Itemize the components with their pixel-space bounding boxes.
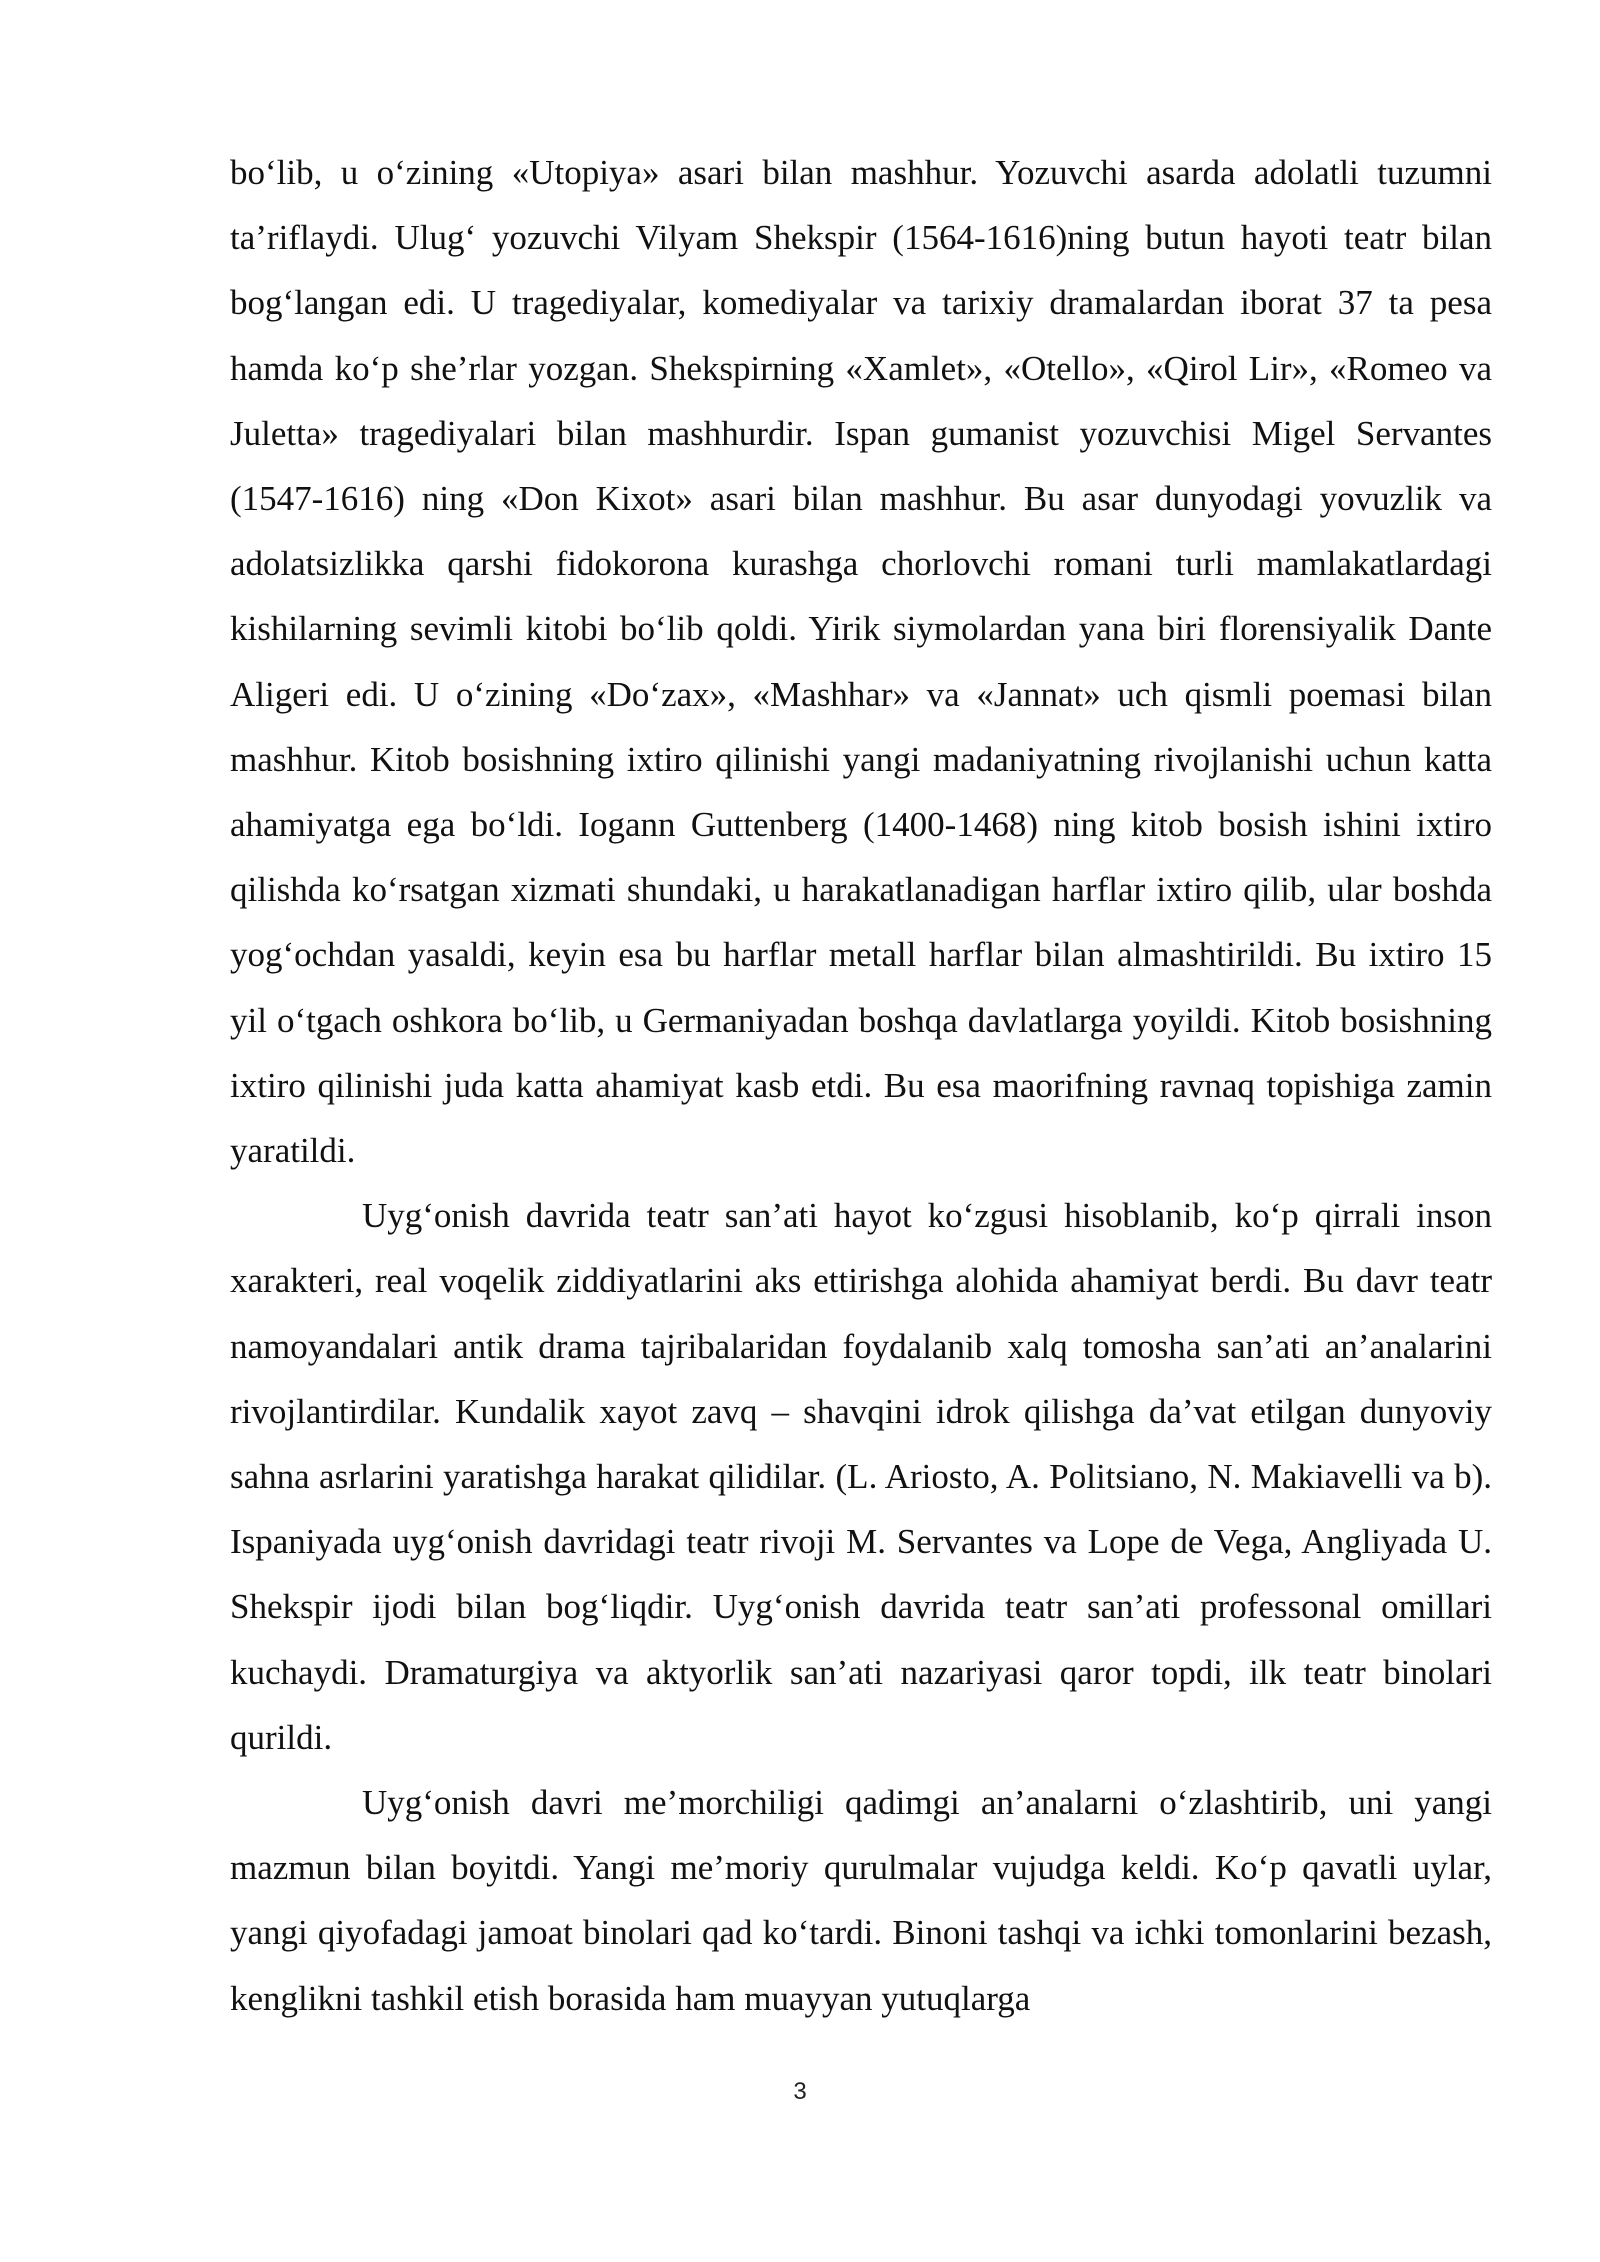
document-body xyxy=(230,140,1492,2031)
paragraph-3: Uyg‘onish davri me’morchiligi qadimgi an’analarni o‘zlashtirib, uni yangi mazmun bilan boyitdi. Yangi me’moriy qurulmalar vujudga keldi. Ko‘p qavatli uylar, yangi qiyofadagi jamoat binolari qad ko‘tardi. Binoni tashqi va ichki tomonlarini bezash, kenglikni tashkil etish borasida ham muayyan yutuqlarga xyxy=(230,1783,1492,2018)
page-number: 3 xyxy=(793,2078,807,2105)
paragraph-2: Uyg‘onish davrida teatr san’ati hayot ko‘zgusi hisoblanib, ko‘p qirrali inson xarakteri, real voqelik ziddiyatlarini aks ettirishga alohida ahamiyat berdi. Bu davr teatr namoyandalari antik drama tajribalaridan foydalanib xalq tomosha san’ati an’analarini rivojlantirdilar. Kundalik xayot zavq – shavqini idrok qilishga da’vat etilgan dunyoviy sahna asrlarini yaratishga harakat qilidilar. (L. Ariosto, A. Politsiano, N. Makiavelli va b). Ispaniyada uyg‘onish davridagi teatr rivoji M. Servantes va Lope de Vega, Angliyada U. Shekspir ijodi bilan bog‘liqdir. Uyg‘onish davrida teatr san’ati professonal omillari kuchaydi. Dramaturgiya va aktyorlik san’ati nazariyasi qaror topdi, ilk teatr binolari qurildi. xyxy=(230,1196,1492,1757)
paragraph-1: bo‘lib, u o‘zining «Utopiya» asari bilan mashhur. Yozuvchi asarda adolatli tuzumni ta’riflaydi. Ulug‘ yozuvchi Vilyam Shekspir (1564-1616)ning butun hayoti teatr bilan bog‘langan edi. U tragediyalar, komediyalar va tarixiy dramalardan iborat 37 ta pesa hamda ko‘p she’rlar yozgan. Shekspirning «Xamlet», «Otello», «Qirol Lir», «Romeo va Juletta» tragediyalari bilan mashhurdir. Ispan gumanist yozuvchisi Migel Servantes (1547-1616) ning «Don Kixot» asari bilan mashhur. Bu asar dunyodagi yovuzlik va adolatsizlikka qarshi fidokorona kurashga chorlovchi romani turli mamlakatlardagi kishilarning sevimli kitobi bo‘lib qoldi. Yirik siymolardan yana biri florensiyalik Dante Aligeri edi. U o‘zining «Do‘zax», «Mashhar» va «Jannat» uch qismli poemasi bilan mashhur. Kitob bosishning ixtiro qilinishi yangi madaniyatning rivojlanishi uchun katta ahamiyatga ega bo‘ldi. Iogann Guttenberg (1400-1468) ning kitob bosish ishini ixtiro qilishda ko‘rsatgan xizmati shundaki, u harakatlanadigan harflar ixtiro qilib, ular boshda yog‘ochdan yasaldi, keyin esa bu harflar metall harflar bilan almashtirildi. Bu ixtiro 15 yil o‘tgach oshkora bo‘lib, u Germaniyadan boshqa davlatlarga yoyildi. Kitob bosishning ixtiro qilinishi juda katta ahamiyat kasb etdi. Bu esa maorifning ravnaq topishiga zamin yaratildi. xyxy=(230,153,1492,1171)
